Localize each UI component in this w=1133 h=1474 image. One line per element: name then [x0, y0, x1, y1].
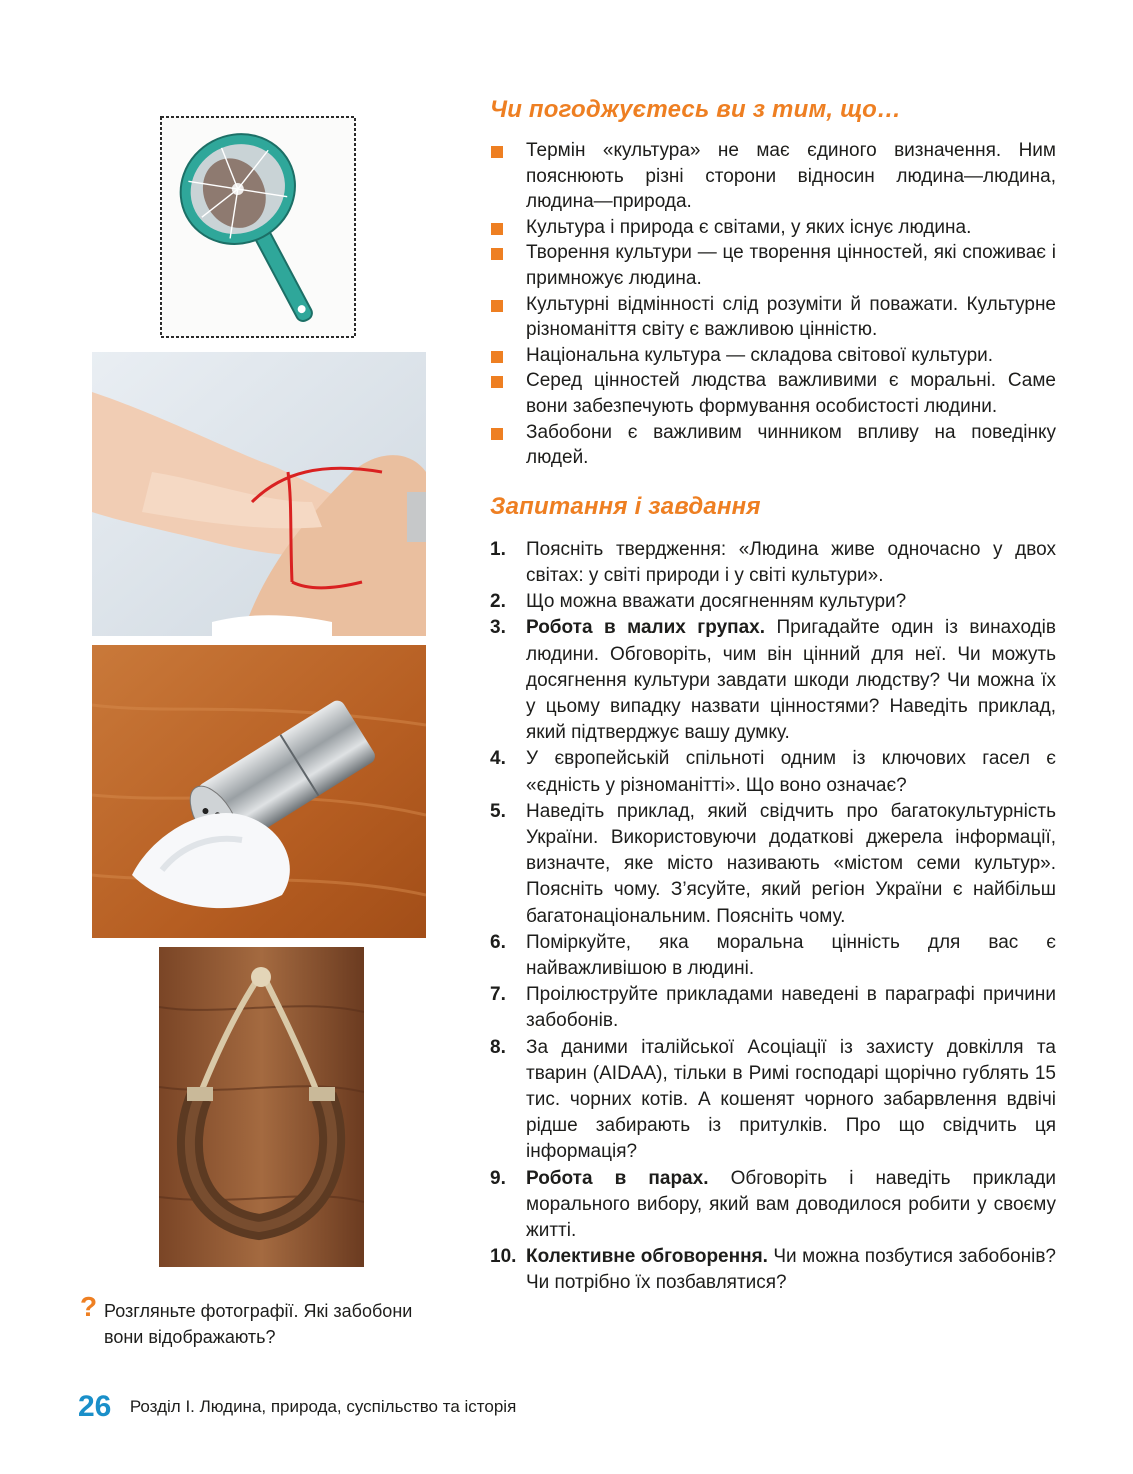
question-item [490, 1244, 1056, 1296]
list-item: Національна культура — складова світової культури. [490, 343, 1056, 369]
question-lead: Робота в малих групах. [526, 617, 766, 639]
question-text: За даними італійської Асоціації із захисту довкілля та тварин (AIDAA), тільки в Римі господарі щорічно гублять 15 тис. чорних котів. А кошенят чорного забарвлення вдвічі рідше забирають із притулків. Про що свідчить ця інформація? [526, 1036, 1056, 1163]
page-footer [78, 1390, 516, 1430]
question-number: 3. [490, 617, 506, 639]
question-mark-icon: ? [80, 1291, 98, 1322]
questions-list [490, 537, 1056, 1297]
question-lead: Робота в парах. [526, 1167, 709, 1189]
statements-list [490, 138, 1056, 471]
section-title: Розділ І. Людина, природа, суспільство та історія [129, 1397, 517, 1416]
list-item: Культурні відмінності слід розуміти й поважати. Культурне різноманіття світу є важливою цінністю. [490, 292, 1056, 343]
list-item: Термін «культура» не має єдиного визначення. Ним пояснюють різні сторони відносин людина—людина, людина—природа. [490, 138, 1056, 215]
question-item [490, 1166, 1056, 1245]
question-number: 7. [490, 984, 506, 1006]
question-text: Що можна вважати досягненням культури? [526, 591, 907, 613]
page-number: 26 [78, 1390, 112, 1423]
photo-caption [76, 1291, 456, 1350]
question-text: Проілюструйте прикладами наведені в параграфі причини забобонів. [526, 984, 1056, 1032]
red-thread-photo [92, 352, 426, 636]
heading-questions: Запитання і завдання [490, 492, 761, 520]
list-item: Культура і природа є світами, у яких існує людина. [490, 215, 1056, 241]
question-item [490, 1035, 1056, 1166]
question-number: 9. [490, 1167, 506, 1189]
question-lead: Колективне обговорення. [526, 1246, 768, 1268]
question-text: Поясніть твердження: «Людина живе одночасно у двох світах: у світі природи і у світі культури». [526, 538, 1056, 586]
question-item [490, 537, 1056, 589]
question-text: Поміркуйте, яка моральна цінність для вас є найважливішою в людині. [526, 931, 1056, 979]
question-text: Чи можна позбутися забобонів? Чи потрібно їх позбавлятися? [526, 1246, 1057, 1294]
question-item [490, 615, 1056, 746]
question-text: Пригадайте один із винаходів людини. Обговоріть, чим він цінний для неї. Чи можуть досягнення культури завдати шкоди людству? Чи можна їх у цьому випадку назвати цінностями? Наведіть приклад, який підтверджує вашу думку. [526, 617, 1056, 744]
text-column [490, 96, 1056, 1297]
question-number: 2. [490, 591, 506, 613]
question-text: Обговоріть і наведіть приклади морального вибору, який вам доводилося робити у своєму житті. [526, 1167, 1056, 1241]
question-item [490, 746, 1056, 798]
caption-text: Розгляньте фотографії. Які забобони вони відображають? [104, 1301, 413, 1347]
question-number: 8. [490, 1036, 506, 1058]
question-text: У європейській спільноті одним із ключових гасел є «єдність у різноманітті». Що воно означає? [526, 748, 1056, 796]
question-item [490, 982, 1056, 1034]
question-number: 6. [490, 931, 506, 953]
list-item: Забобони є важливим чинником впливу на поведінку людей. [490, 420, 1056, 471]
question-text: Наведіть приклад, який свідчить про багатокультурність України. Використовуючи додаткові джерела інформації, визначте, яке місто називають «містом семи культур». Поясніть чому. З’ясуйте, який регіон України є найбільш багатонаціональним. Поясніть чому. [526, 800, 1056, 927]
broken-mirror-photo [158, 114, 358, 340]
question-number: 1. [490, 538, 506, 560]
spilled-salt-photo [92, 645, 426, 938]
list-item: Серед цінностей людства важливими є моральні. Саме вони забезпечують формування особистості людини. [490, 368, 1056, 419]
question-number: 4. [490, 748, 506, 770]
question-number: 5. [490, 800, 506, 822]
question-number: 10. [490, 1246, 517, 1268]
horseshoe-photo [159, 947, 364, 1267]
list-item: Творення культури — це творення цінностей, які споживає і примножує людина. [490, 240, 1056, 291]
question-item [490, 799, 1056, 930]
question-item [490, 930, 1056, 982]
question-item [490, 589, 1056, 615]
heading-agree: Чи погоджуєтесь ви з тим, що… [490, 96, 902, 123]
